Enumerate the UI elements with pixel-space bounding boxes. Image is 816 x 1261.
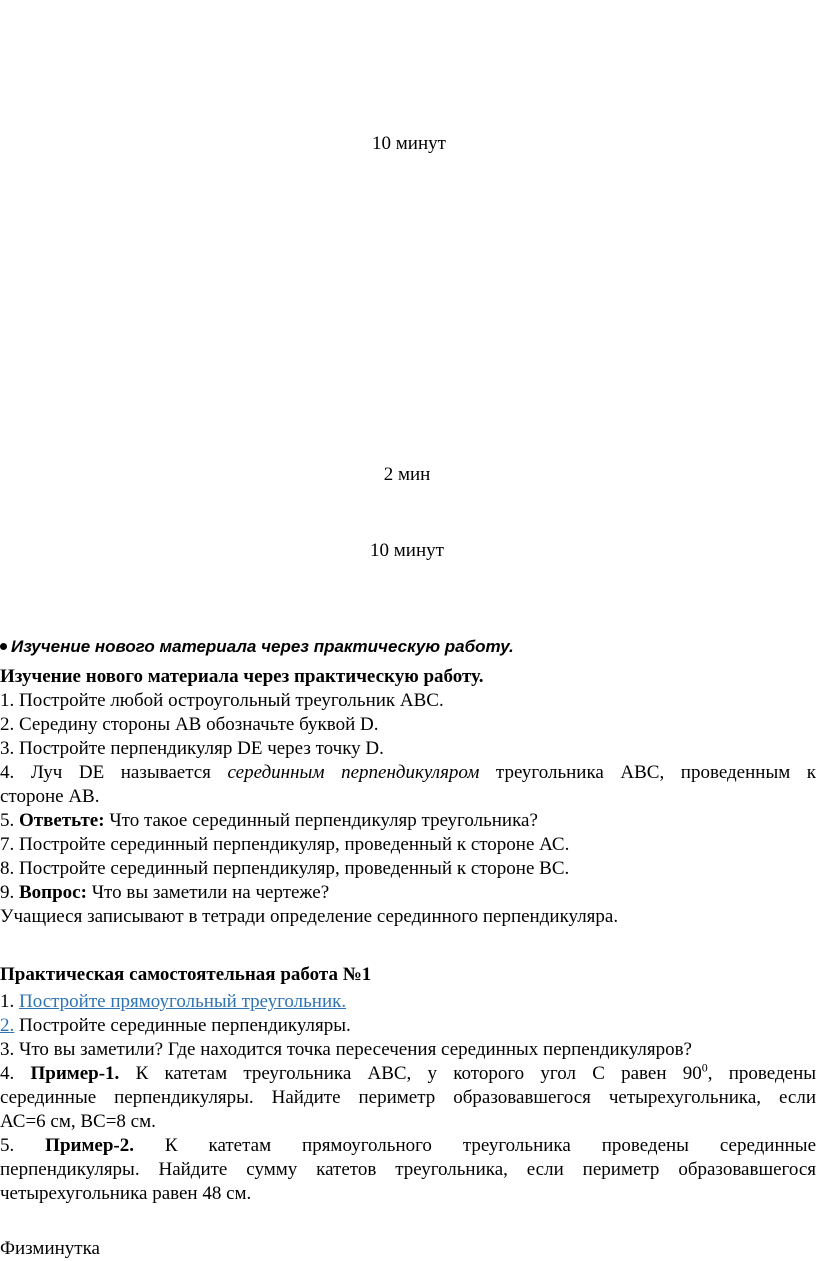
timing-label-3: 10 минут xyxy=(370,540,444,561)
timing-label-1: 10 минут xyxy=(372,133,446,154)
practice-item-4: 4. Пример-1. К катетам треугольника АВС, у которого угол С равен $90^0$, проведены xyxy=(0,1060,816,1084)
example-1-label: Пример-1. xyxy=(30,1063,120,1084)
list-item: 7. Постройте серединный перпендикуляр, проведенный к стороне АС. xyxy=(0,834,570,855)
list-item: 3. Постройте перпендикуляр DE через точку D. xyxy=(0,738,384,759)
practice-item-4-line-3: АС=6 см, ВС=8 см. xyxy=(0,1111,156,1132)
practice-item-5-line-3: четырехугольника равен 48 см. xyxy=(0,1183,252,1204)
practice-item-4-line-2: серединные перпендикуляры. Найдите периметр образовавшегося четырехугольника, если xyxy=(0,1087,816,1108)
list-item: 1. Постройте любой остроугольный треугольник ABC. xyxy=(0,690,444,711)
practice-item-2: 2. Постройте серединные перпендикуляры. xyxy=(0,1015,351,1036)
practice-link-1[interactable]: Постройте прямоугольный треугольник. xyxy=(19,991,347,1012)
note-text: Учащиеся записывают в тетради определение серединного перпендикуляра. xyxy=(0,906,619,927)
practice-link-2[interactable]: 2. xyxy=(0,1015,15,1036)
document-body xyxy=(0,634,816,1261)
example-2-label: Пример-2. xyxy=(45,1135,134,1156)
answer-label: Ответьте: xyxy=(19,810,105,831)
list-item: 8. Постройте серединный перпендикуляр, проведенный к стороне ВС. xyxy=(0,858,570,879)
practice-item-5-line-2: перпендикуляры. Найдите сумму катетов треугольника, если периметр образовавшегося xyxy=(0,1159,816,1180)
fizminutka-label: Физминутка xyxy=(0,1238,100,1259)
list-item-4: 4. Луч DE называется серединным перпендикуляром треугольника ABC, проведенным к xyxy=(0,762,816,783)
question-label: Вопрос: xyxy=(19,882,87,903)
list-item-9: 9. Вопрос: Что вы заметили на чертеже? xyxy=(0,882,330,903)
list-item-5: 5. Ответьте: Что такое серединный перпендикуляр треугольника? xyxy=(0,810,538,831)
practice-title: Практическая самостоятельная работа №1 xyxy=(0,964,372,985)
practice-item-3: 3. Что вы заметили? Где находится точка пересечения серединных перпендикуляров? xyxy=(0,1039,692,1060)
bullet-heading: Изучение нового материала через практическую работу. xyxy=(0,634,816,660)
degree-superscript: 0 xyxy=(701,1060,708,1075)
term-italic: серединным перпендикуляром xyxy=(227,762,480,783)
section-heading: Изучение нового материала через практическую работу. xyxy=(0,666,484,687)
practice-item-1: 1. Постройте прямоугольный треугольник. xyxy=(0,991,347,1012)
timing-label-2: 2 мин xyxy=(383,464,431,485)
bullet-dot-icon xyxy=(0,643,7,650)
practice-item-5: 5. Пример-2. К катетам прямоугольного треугольника проведены серединные xyxy=(0,1135,816,1156)
list-item: 2. Середину стороны АВ обозначьте буквой D. xyxy=(0,714,379,735)
list-item-4-continuation: стороне АВ. xyxy=(0,786,100,807)
